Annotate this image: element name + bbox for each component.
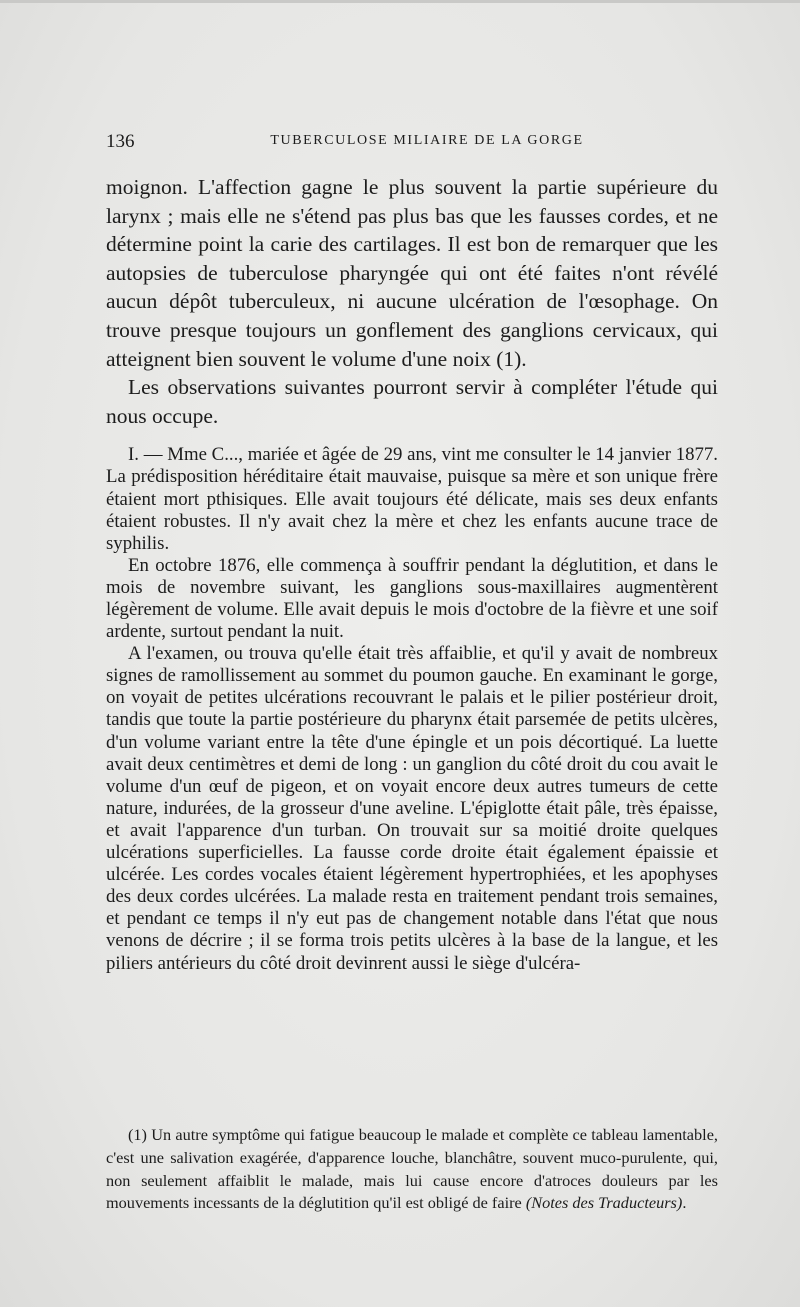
- page-number: 136: [106, 131, 135, 152]
- footnote: [106, 1124, 718, 1215]
- paragraph-case-onset: En octobre 1876, elle commença à souffrir pendant la déglutition, et dans le mois de novembre suivant, les ganglions sous-maxillaires augmentèrent légèrement de volume. Elle avait depuis le mois d'octobre de la fièvre et une soif ardente, surtout pendant la nuit.: [106, 554, 718, 643]
- paragraph-observations-intro: Les observations suivantes pourront servir à compléter l'étude qui nous occupe.: [106, 375, 718, 428]
- footnote-attribution: (Notes des Traducteurs): [525, 1193, 683, 1213]
- footnote-block: [106, 1124, 718, 1215]
- paragraph-continuation: moignon. L'affection gagne le plus souvent la partie supérieure du larynx ; mais elle ne s'étend pas plus bas que les fausses cordes, et ne détermine point la carie des cartilages. Il est bon de remarquer que les autopsies de tuberculose pharyngée qui ont été faites n'ont révélé aucun dépôt tuberculeux, ni aucune ulcération de l'œsophage. On trouve presque toujours un gonflement des ganglions cervicaux, qui atteignent bien souvent le volume d'une noix (1).: [106, 175, 718, 371]
- running-head: [106, 131, 718, 155]
- footnote-end: .: [682, 1193, 687, 1213]
- footnote-text: (1) Un autre symptôme qui fatigue beaucoup le malade et complète ce tableau lamentable, c'est une salivation exagérée, d'apparence louche, blanchâtre, souvent muco-purulente, qui, non seulement affaiblit le malade, mais lui cause encore d'atroces douleurs par les mouvements incessants de la déglutition qu'il est obligé de faire: [106, 1125, 718, 1213]
- paragraph-case-one: I. — Mme C..., mariée et âgée de 29 ans, vint me consulter le 14 janvier 1877. La prédisposition héréditaire était mauvaise, puisque sa mère et son unique frère étaient mort pthisiques. Elle avait toujours été délicate, mais ses deux enfants étaient robustes. Il n'y avait chez la mère et chez les enfants aucune trace de syphilis.: [106, 444, 718, 554]
- body-text: [106, 173, 718, 975]
- running-title: TUBERCULOSE MILIAIRE DE LA GORGE: [270, 133, 584, 148]
- paragraph-case-examination: A l'examen, ou trouva qu'elle était très affaiblie, et qu'il y avait de nombreux signes de ramollissement au sommet du poumon gauche. En examinant le gorge, on voyait de petites ulcérations recouvrant le palais et le pilier postérieur droit, tandis que toute la partie postérieure du pharynx était parsemée de petits ulcères, d'un volume variant entre la tête d'une épingle et un pois décortiqué. La luette avait deux centimètres et demi de long : un ganglion du côté droit du cou avait le volume d'un œuf de pigeon, et on voyait encore deux autres tumeurs de cette nature, indurées, de la grosseur d'une aveline. L'épiglotte était pâle, très épaisse, et avait l'apparence d'un turban. On trouvait sur sa moitié droite quelques ulcérations superficielles. La fausse corde droite était également épaissie et ulcérée. Les cordes vocales étaient légèrement hypertrophiées, et les apophyses des deux cordes ulcérées. La malade resta en traitement pendant trois semaines, et pendant ce temps il n'y eut pas de changement notable dans l'état que nous venons de décrire ; il se forma trois petits ulcères à la base de la langue, et les piliers antérieurs du côté droit devinrent aussi le siège d'ulcéra-: [106, 643, 718, 974]
